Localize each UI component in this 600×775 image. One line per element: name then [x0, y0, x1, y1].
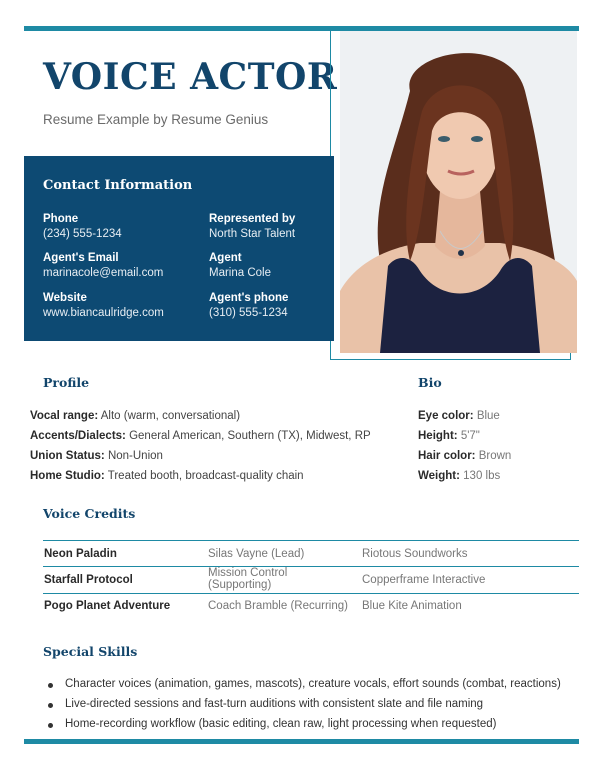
contact-heading: Contact Information	[43, 178, 193, 193]
profile-label: Home Studio:	[30, 470, 105, 482]
profile-value: Treated booth, broadcast-quality chain	[107, 470, 304, 482]
skill-text: Live-directed sessions and fast-turn auditions with consistent slate and file naming	[65, 698, 484, 710]
bio-value: 5'7"	[460, 430, 480, 442]
page-title: VOICE ACTOR	[43, 56, 338, 98]
contact-value: (310) 555-1234	[209, 307, 288, 319]
contact-value: North Star Talent	[209, 228, 296, 240]
credit-role-line: Coach Bramble (Recurring)	[208, 600, 348, 612]
table-row	[43, 593, 579, 619]
contact-agent-phone	[209, 292, 369, 319]
profile-heading: Profile	[43, 375, 90, 390]
credit-role	[208, 600, 348, 612]
contact-value: marinacole@email.com	[43, 267, 164, 279]
profile-union-status	[30, 450, 163, 462]
profile-label: Vocal range:	[30, 410, 99, 422]
skills-heading: Special Skills	[43, 644, 138, 659]
credit-role-line: Mission Control	[208, 567, 288, 579]
bio-heading: Bio	[418, 375, 442, 390]
bio-label: Eye color:	[418, 410, 474, 422]
credit-project: Pogo Planet Adventure	[44, 600, 171, 612]
profile-value: Alto (warm, conversational)	[100, 410, 241, 422]
list-item	[43, 678, 561, 698]
list-item	[43, 698, 561, 718]
skill-text: Home-recording workflow (basic editing, clean raw, light processing when requested)	[65, 718, 497, 730]
table-row	[43, 567, 579, 593]
profile-value: Non-Union	[107, 450, 163, 462]
profile-value: General American, Southern (TX), Midwest, RP	[129, 430, 371, 442]
bio-label: Height:	[418, 430, 458, 442]
bio-label: Weight:	[418, 470, 460, 482]
credit-studio: Blue Kite Animation	[362, 600, 462, 612]
bio-value: Blue	[476, 410, 500, 422]
contact-value: Marina Cole	[209, 267, 271, 279]
headshot-photo	[340, 31, 577, 353]
contact-phone	[43, 213, 203, 240]
bio-value: Brown	[478, 450, 512, 462]
bio-weight	[418, 470, 500, 482]
bullet-icon	[48, 723, 53, 728]
credit-role	[208, 548, 304, 560]
credits-row-divider	[43, 566, 579, 567]
page-subtitle: Resume Example by Resume Genius	[43, 112, 269, 127]
credit-role-line: Silas Vayne (Lead)	[208, 548, 305, 560]
contact-label: Represented by	[209, 213, 296, 225]
bullet-icon	[48, 683, 53, 688]
contact-agent-email	[43, 252, 203, 279]
bio-eye-color	[418, 410, 500, 422]
credit-studio: Riotous Soundworks	[362, 548, 468, 560]
credits-row-divider	[43, 593, 579, 594]
contact-website	[43, 292, 203, 319]
contact-label: Website	[43, 292, 87, 304]
skills-list	[43, 678, 561, 738]
profile-vocal-range	[30, 410, 240, 422]
credit-role-line: (Supporting)	[208, 579, 272, 591]
profile-label: Accents/Dialects:	[30, 430, 126, 442]
contact-panel	[24, 156, 334, 341]
bio-height	[418, 430, 480, 442]
profile-home-studio	[30, 470, 304, 482]
credit-studio: Copperframe Interactive	[362, 574, 486, 586]
contact-value: www.biancaulridge.com	[43, 307, 164, 319]
contact-label: Agent's phone	[209, 292, 289, 304]
credits-heading: Voice Credits	[43, 506, 136, 521]
contact-label: Phone	[43, 213, 79, 225]
contact-label: Agent's Email	[43, 252, 119, 264]
profile-accents	[30, 430, 371, 442]
contact-label: Agent	[209, 252, 242, 264]
credit-role	[208, 567, 287, 591]
skill-text: Character voices (animation, games, mascots), creature vocals, effort sounds (combat, reactions)	[65, 678, 561, 690]
bio-hair-color	[418, 450, 511, 462]
contact-agent	[209, 252, 369, 279]
table-row	[43, 541, 579, 567]
credit-project: Neon Paladin	[44, 548, 117, 560]
list-item	[43, 718, 561, 738]
bullet-icon	[48, 703, 53, 708]
contact-represented-by	[209, 213, 369, 240]
bio-value: 130 lbs	[463, 470, 501, 482]
bottom-accent-bar	[24, 739, 579, 744]
bio-label: Hair color:	[418, 450, 476, 462]
profile-label: Union Status:	[30, 450, 105, 462]
credit-project: Starfall Protocol	[44, 574, 133, 586]
contact-value: (234) 555-1234	[43, 228, 122, 240]
